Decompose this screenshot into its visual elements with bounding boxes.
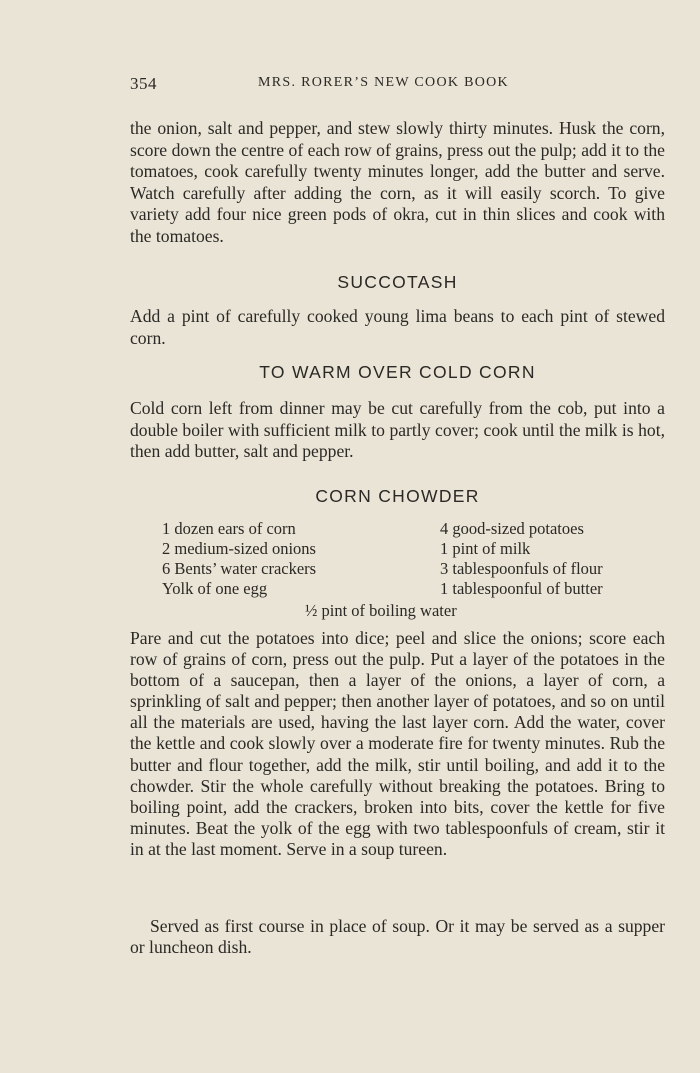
ingredient-item: 1 pint of milk <box>440 539 531 558</box>
chowder-serving-paragraph: Served as first course in place of soup. Or it may be served as a supper or luncheon dish. <box>130 916 665 958</box>
ingredients-left-column <box>162 519 316 599</box>
ingredient-item: Yolk of one egg <box>162 579 268 598</box>
succotash-paragraph: Add a pint of carefully cooked young lima beans to each pint of stewed corn. <box>130 306 665 348</box>
ingredient-item: 6 Bents’ water crackers <box>162 559 317 578</box>
chowder-method-paragraph: Pare and cut the potatoes into dice; peel and slice the onions; score each row of grains of corn, press out the pulp. Put a layer of the potatoes in the bottom of a saucepan, then a layer of the onions, a layer of corn, a sprinkling of salt and pepper; then another layer of potatoes, and so on until all the materials are used, having the last layer corn. Add the water, cover the kettle and cook slowly over a moderate fire for twenty minutes. Rub the butter and flour together, add the milk, stir until boiling, and add it to the chowder. Stir the whole carefully without breaking the potatoes. Bring to boiling point, add the crackers, broken into bits, cover the kettle for five minutes. Beat the yolk of the egg with two tablespoonfuls of cream, stir it in at the last moment. Serve in a soup tureen. <box>130 628 665 859</box>
ingredients-right-column <box>440 519 603 599</box>
ingredient-item: 4 good-sized potatoes <box>440 519 584 538</box>
ingredient-item: 1 tablespoonful of butter <box>440 579 603 598</box>
page-number: 354 <box>130 74 157 93</box>
page-header <box>130 74 660 98</box>
running-head: MRS. RORER’S NEW COOK BOOK <box>258 75 509 90</box>
ingredient-item: 3 tablespoonfuls of flour <box>440 559 603 578</box>
intro-paragraph: the onion, salt and pepper, and stew slowly thirty minutes. Husk the corn, score down the centre of each row of grains, press out the pulp; add it to the tomatoes, cook carefully twenty minutes longer, add the butter and serve. Watch carefully after adding the corn, as it will easily scorch. To give variety add four nice green pods of okra, cut in thin slices and cook with the tomatoes. <box>130 118 665 246</box>
succotash-heading: SUCCOTASH <box>337 272 458 292</box>
ingredient-item: ½ pint of boiling water <box>305 601 457 620</box>
corn-chowder-heading: CORN CHOWDER <box>315 486 480 506</box>
warm-over-heading: TO WARM OVER COLD CORN <box>259 362 536 382</box>
ingredient-item: 1 dozen ears of corn <box>162 519 296 538</box>
ingredient-item: 2 medium-sized onions <box>162 539 316 558</box>
warm-over-paragraph: Cold corn left from dinner may be cut carefully from the cob, put into a double boiler with sufficient milk to partly cover; cook until the milk is hot, then add butter, salt and pepper. <box>130 398 665 462</box>
